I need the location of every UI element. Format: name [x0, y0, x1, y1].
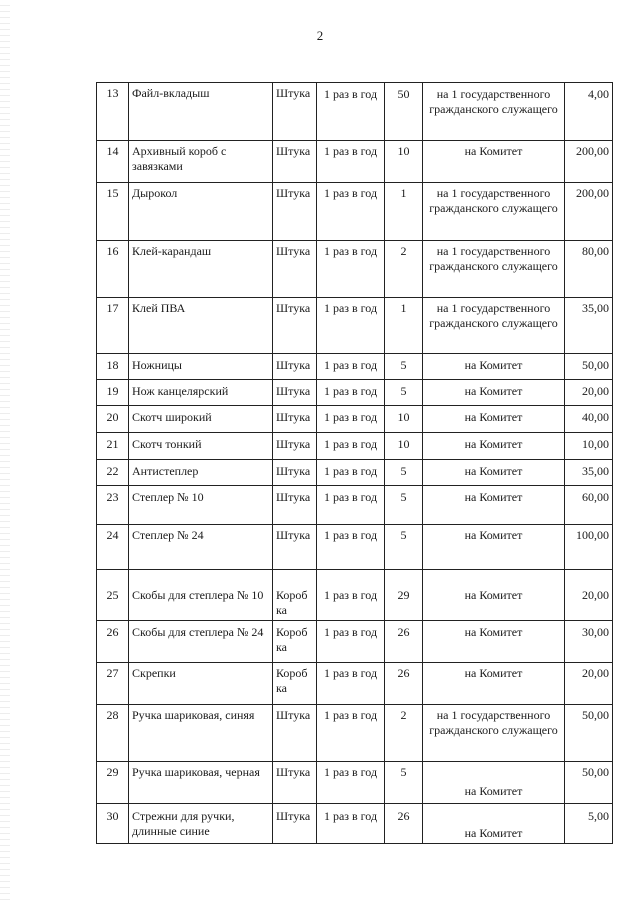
item-price: 200,00: [565, 141, 613, 183]
supplies-table: [96, 82, 613, 844]
item-norm: на Комитет: [423, 406, 565, 433]
item-name: Ручка шариковая, синяя: [129, 705, 273, 762]
item-norm: на Комитет: [423, 460, 565, 486]
scan-edge-artifact: [0, 0, 10, 905]
item-quantity: 10: [385, 141, 423, 183]
item-norm: на Комитет: [423, 570, 565, 621]
item-quantity: 1: [385, 183, 423, 241]
item-frequency: 1 раз в год: [317, 804, 385, 844]
item-frequency: 1 раз в год: [317, 570, 385, 621]
row-number: 25: [97, 570, 129, 621]
item-unit: Штука: [273, 433, 317, 460]
item-unit: Короб ка: [273, 621, 317, 663]
item-quantity: 10: [385, 406, 423, 433]
item-price: 20,00: [565, 380, 613, 406]
item-frequency: 1 раз в год: [317, 406, 385, 433]
item-unit: Штука: [273, 460, 317, 486]
item-name: Файл-вкладыш: [129, 83, 273, 141]
item-norm: на Комитет: [423, 762, 565, 804]
row-number: 20: [97, 406, 129, 433]
table-row: [97, 141, 613, 183]
item-name: Скотч широкий: [129, 406, 273, 433]
item-quantity: 26: [385, 663, 423, 705]
item-name: Ручка шариковая, черная: [129, 762, 273, 804]
row-number: 21: [97, 433, 129, 460]
table-row: [97, 460, 613, 486]
item-price: 30,00: [565, 621, 613, 663]
row-number: 28: [97, 705, 129, 762]
item-frequency: 1 раз в год: [317, 354, 385, 380]
item-name: Степлер № 10: [129, 486, 273, 525]
item-frequency: 1 раз в год: [317, 141, 385, 183]
item-price: 10,00: [565, 433, 613, 460]
item-name: Клей-карандаш: [129, 241, 273, 298]
item-name: Скрепки: [129, 663, 273, 705]
item-quantity: 5: [385, 525, 423, 570]
item-norm: на Комитет: [423, 663, 565, 705]
item-quantity: 5: [385, 354, 423, 380]
item-quantity: 1: [385, 298, 423, 354]
table-row: [97, 486, 613, 525]
item-unit: Штука: [273, 406, 317, 433]
table-row: [97, 433, 613, 460]
item-frequency: 1 раз в год: [317, 83, 385, 141]
item-unit: Штука: [273, 804, 317, 844]
table-row: [97, 380, 613, 406]
item-price: 35,00: [565, 460, 613, 486]
row-number: 16: [97, 241, 129, 298]
item-unit: Штука: [273, 525, 317, 570]
row-number: 24: [97, 525, 129, 570]
item-norm: на Комитет: [423, 141, 565, 183]
row-number: 13: [97, 83, 129, 141]
item-norm: на Комитет: [423, 804, 565, 844]
item-price: 100,00: [565, 525, 613, 570]
table-row: [97, 525, 613, 570]
item-name: Стрежни для ручки, длинные синие: [129, 804, 273, 844]
row-number: 22: [97, 460, 129, 486]
table-row: [97, 298, 613, 354]
row-number: 18: [97, 354, 129, 380]
item-norm: на 1 государственного гражданского служащего: [423, 241, 565, 298]
row-number: 23: [97, 486, 129, 525]
item-name: Скобы для степлера № 10: [129, 570, 273, 621]
table-row: [97, 804, 613, 844]
item-price: 50,00: [565, 705, 613, 762]
item-frequency: 1 раз в год: [317, 380, 385, 406]
item-norm: на Комитет: [423, 621, 565, 663]
item-name: Клей ПВА: [129, 298, 273, 354]
item-quantity: 50: [385, 83, 423, 141]
item-name: Нож канцелярский: [129, 380, 273, 406]
item-unit: Штука: [273, 298, 317, 354]
item-norm: на Комитет: [423, 354, 565, 380]
item-price: 200,00: [565, 183, 613, 241]
row-number: 15: [97, 183, 129, 241]
table-row: [97, 570, 613, 621]
row-number: 17: [97, 298, 129, 354]
item-name: Скобы для степлера № 24: [129, 621, 273, 663]
item-unit: Короб ка: [273, 570, 317, 621]
item-name: Ножницы: [129, 354, 273, 380]
item-price: 50,00: [565, 354, 613, 380]
row-number: 27: [97, 663, 129, 705]
item-price: 80,00: [565, 241, 613, 298]
item-name: Антистеплер: [129, 460, 273, 486]
item-unit: Штука: [273, 705, 317, 762]
row-number: 30: [97, 804, 129, 844]
item-norm: на 1 государственного гражданского служащего: [423, 298, 565, 354]
item-quantity: 29: [385, 570, 423, 621]
page-number: 2: [316, 28, 324, 43]
item-unit: Штука: [273, 354, 317, 380]
item-unit: Штука: [273, 762, 317, 804]
item-quantity: 5: [385, 380, 423, 406]
item-norm: на 1 государственного гражданского служащего: [423, 83, 565, 141]
item-unit: Штука: [273, 380, 317, 406]
table-row: [97, 705, 613, 762]
item-frequency: 1 раз в год: [317, 460, 385, 486]
row-number: 29: [97, 762, 129, 804]
item-quantity: 5: [385, 486, 423, 525]
item-price: 40,00: [565, 406, 613, 433]
row-number: 14: [97, 141, 129, 183]
item-price: 50,00: [565, 762, 613, 804]
item-price: 60,00: [565, 486, 613, 525]
item-price: 5,00: [565, 804, 613, 844]
row-number: 26: [97, 621, 129, 663]
table-row: [97, 762, 613, 804]
item-frequency: 1 раз в год: [317, 183, 385, 241]
item-frequency: 1 раз в год: [317, 705, 385, 762]
item-norm: на 1 государственного гражданского служащего: [423, 705, 565, 762]
item-quantity: 2: [385, 705, 423, 762]
item-quantity: 5: [385, 762, 423, 804]
item-norm: на Комитет: [423, 433, 565, 460]
item-quantity: 10: [385, 433, 423, 460]
item-norm: на 1 государственного гражданского служащего: [423, 183, 565, 241]
item-name: Дырокол: [129, 183, 273, 241]
item-frequency: 1 раз в год: [317, 525, 385, 570]
item-norm: на Комитет: [423, 525, 565, 570]
item-unit: Штука: [273, 241, 317, 298]
item-unit: Штука: [273, 486, 317, 525]
item-quantity: 26: [385, 621, 423, 663]
item-quantity: 2: [385, 241, 423, 298]
table-row: [97, 241, 613, 298]
item-unit: Короб ка: [273, 663, 317, 705]
item-frequency: 1 раз в год: [317, 298, 385, 354]
item-unit: Штука: [273, 83, 317, 141]
table-row: [97, 663, 613, 705]
item-frequency: 1 раз в год: [317, 762, 385, 804]
row-number: 19: [97, 380, 129, 406]
table-row: [97, 406, 613, 433]
item-quantity: 26: [385, 804, 423, 844]
item-norm: на Комитет: [423, 486, 565, 525]
item-frequency: 1 раз в год: [317, 241, 385, 298]
item-frequency: 1 раз в год: [317, 433, 385, 460]
table-row: [97, 183, 613, 241]
item-price: 35,00: [565, 298, 613, 354]
item-name: Степлер № 24: [129, 525, 273, 570]
item-norm: на Комитет: [423, 380, 565, 406]
table-row: [97, 621, 613, 663]
table-row: [97, 354, 613, 380]
item-unit: Штука: [273, 183, 317, 241]
item-name: Архивный короб с завязками: [129, 141, 273, 183]
item-price: 4,00: [565, 83, 613, 141]
item-frequency: 1 раз в год: [317, 486, 385, 525]
item-quantity: 5: [385, 460, 423, 486]
item-price: 20,00: [565, 663, 613, 705]
item-price: 20,00: [565, 570, 613, 621]
item-unit: Штука: [273, 141, 317, 183]
item-frequency: 1 раз в год: [317, 663, 385, 705]
item-frequency: 1 раз в год: [317, 621, 385, 663]
item-name: Скотч тонкий: [129, 433, 273, 460]
table-row: [97, 83, 613, 141]
